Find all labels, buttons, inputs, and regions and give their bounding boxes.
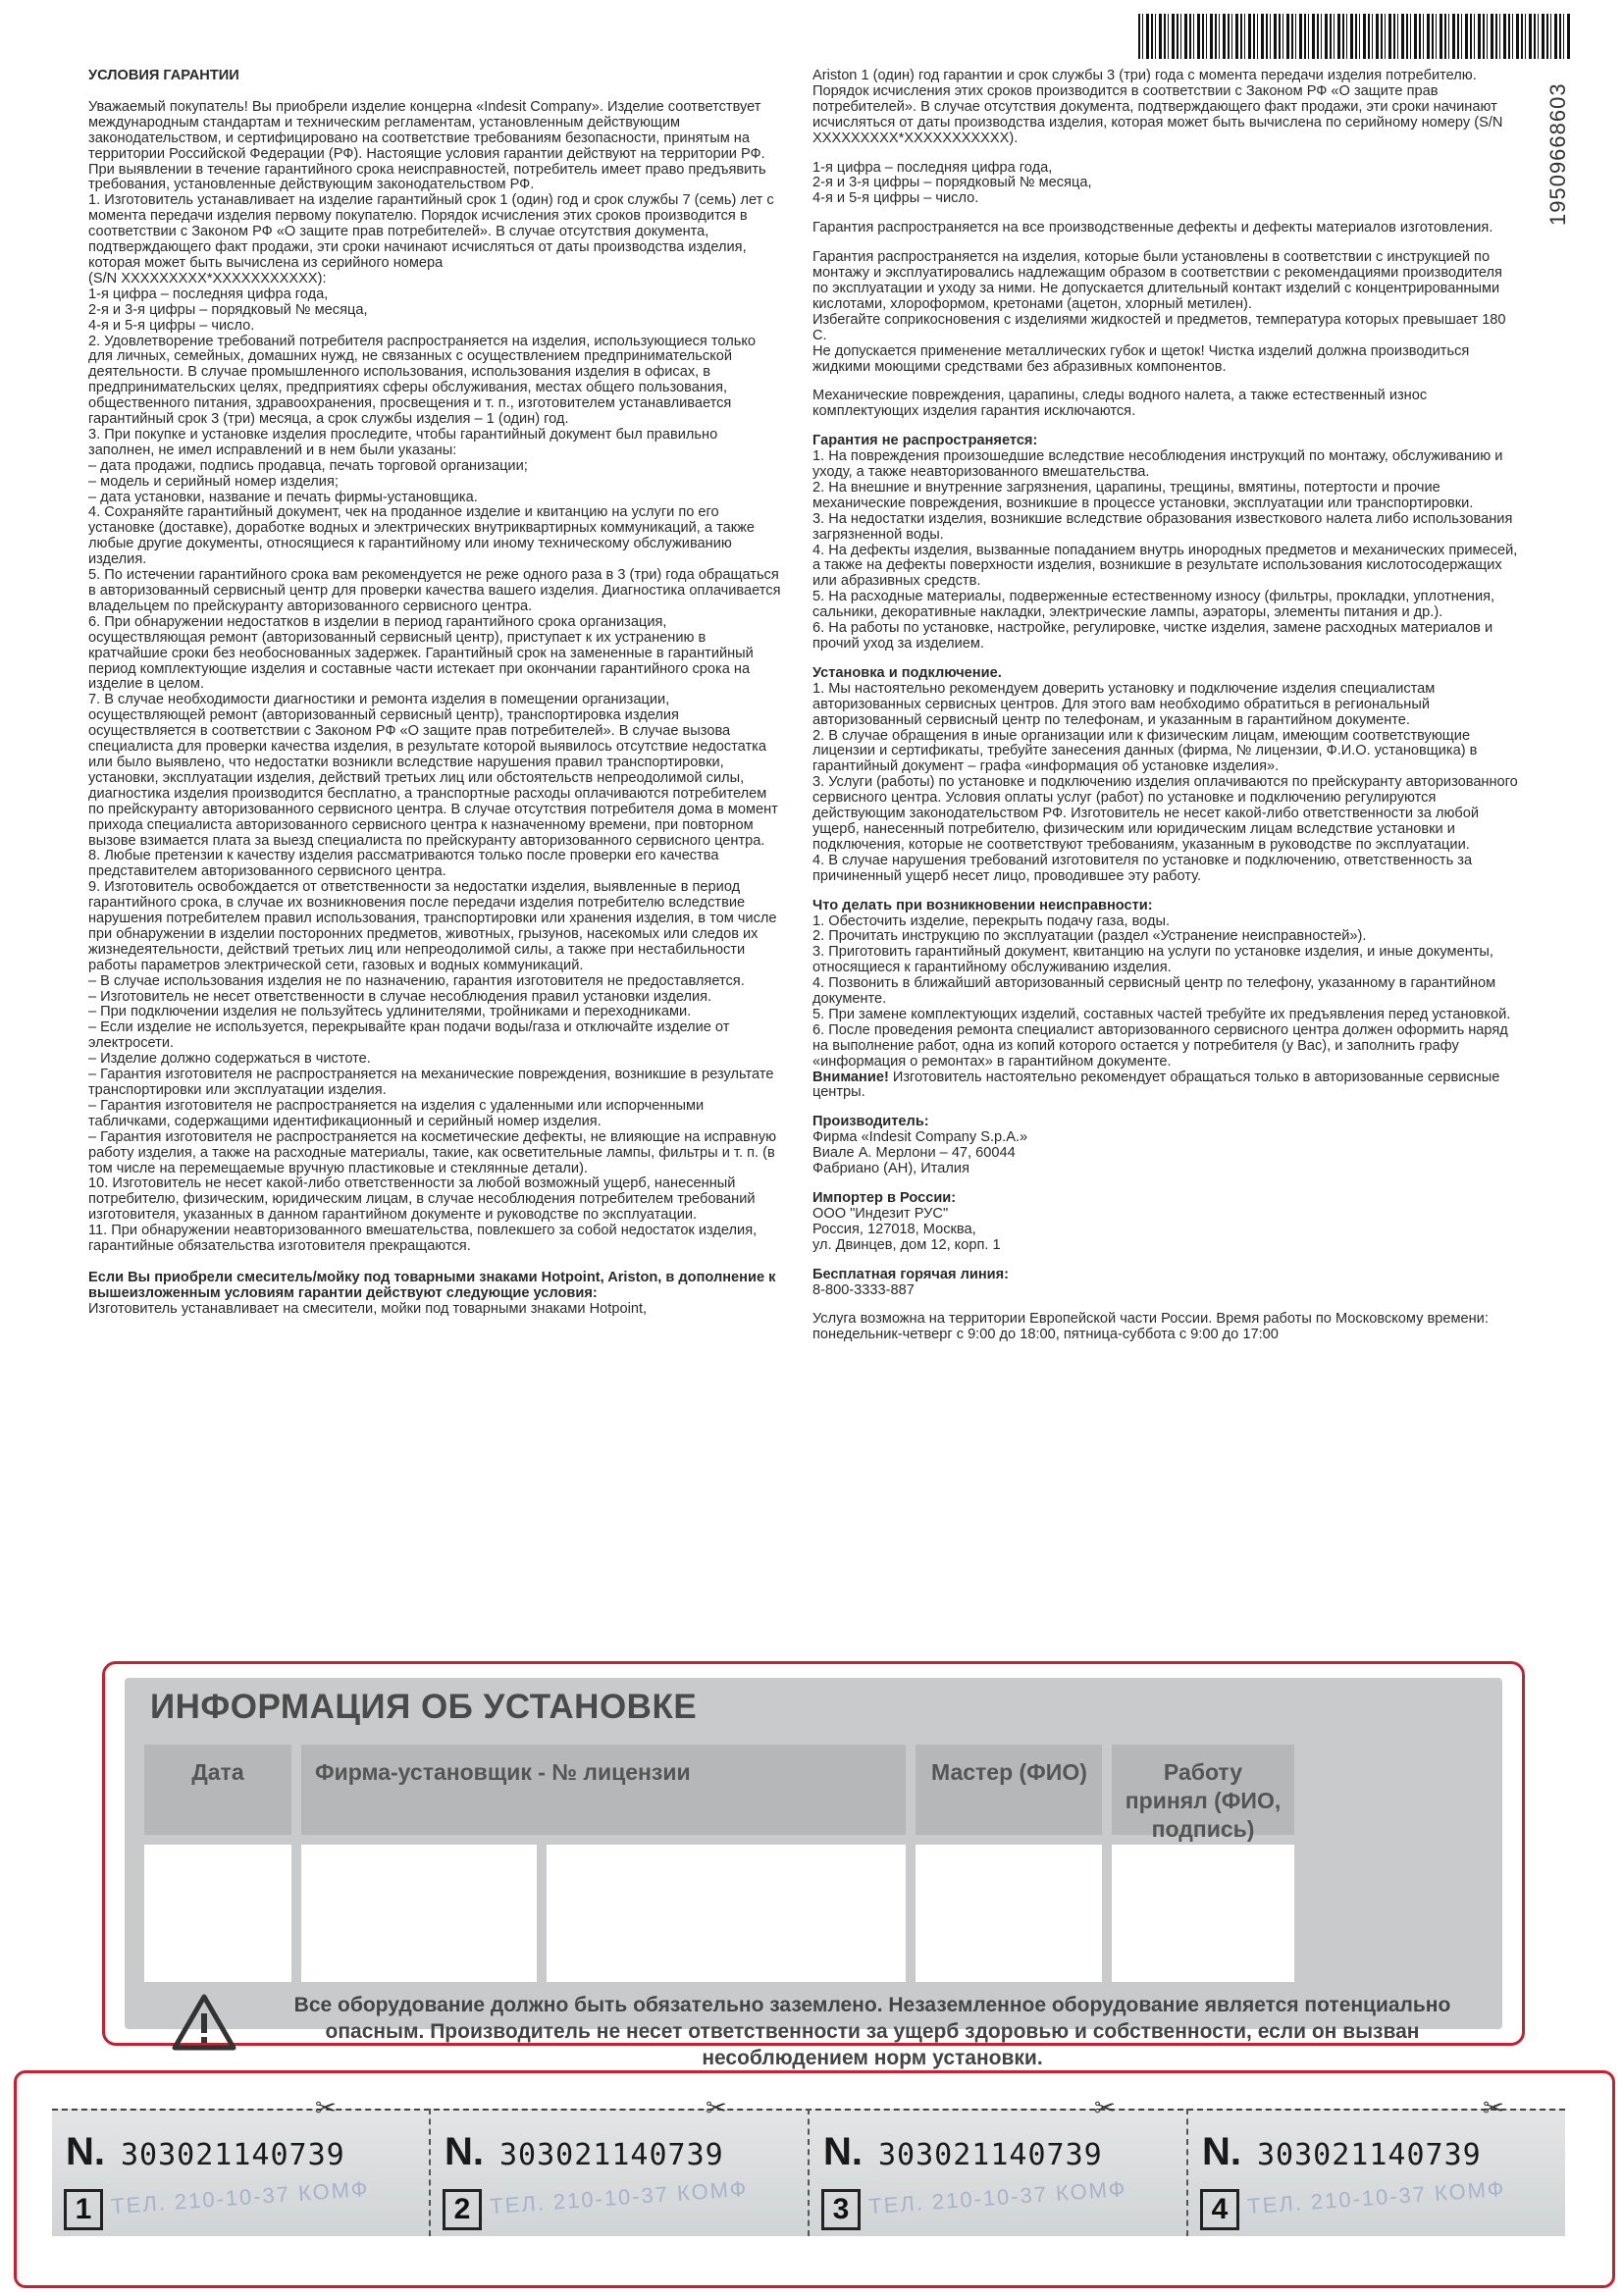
warranty-paragraph: – Изготовитель не несет ответственности в случае несоблюдения правил установки изделия.: [88, 988, 712, 1005]
warranty-paragraph: – Гарантия изготовителя не распространяется на косметические дефекты, не влияющие на исправную работу изделия, а также на расходные материалы, такие, как осветительные лампы, фильтры и т. п. (в том числе на перемещаемые вручную пластиковые и стеклянные детали).: [88, 1128, 777, 1176]
warranty-paragraph: 2-я и 3-я цифры – порядковый № месяца,: [88, 301, 368, 318]
warranty-paragraph: – модель и серийный номер изделия;: [88, 473, 339, 490]
coupon-stamp: ТЕЛ. 210-10-37 КОМФ: [110, 2175, 371, 2219]
warranty-paragraph: (S/N XXXXXXXXX*XXXXXXXXXXX):: [88, 270, 327, 287]
coupon-index: 2: [443, 2189, 482, 2230]
warranty-paragraph: 6. При обнаружении недостатков в изделии в период гарантийного срока организация, осуществляющая ремонт (авторизованный сервисный центр), приступает к их устранению в кратчайшие сроки без необоснованных задержек. Гарантийный срок на замененные в гарантийный период комплектующие изделия и составные части истекает при окончании гарантийного срока на изделие в целом.: [88, 613, 754, 693]
importer-line: Россия, 127018, Москва,: [812, 1221, 976, 1237]
fault-step: 5. При замене комплектующих изделий, составных частей требуйте их предъявления перед установкой.: [812, 1006, 1511, 1022]
coupon-index: 4: [1200, 2189, 1239, 2230]
warranty-paragraph: 1. Изготовитель устанавливает на изделие гарантийный срок 1 (один) год и срок службы 7 (семь) лет с момента передачи изделия первому покупателю. Порядок исчисления этих сроков производится в соответствии с Законом РФ «О защите прав потребителей». В случае отсутствия документа, подтверждающего факт продажи, эти сроки начинают исчисляться от даты производства изделия, которая может быть вычислена из серийного номера: [88, 192, 774, 271]
hotline-heading: Бесплатная горячая линия:: [812, 1266, 1009, 1282]
fault-step: 4. Позвонить в ближайший авторизованный сервисный центр по телефону, указанному в гарантийном документе.: [812, 975, 1496, 1008]
mechanical-paragraph: Механические повреждения, царапины, следы водного налета, а также естественный износ комплектующих изделия гарантия исключаются.: [812, 388, 1428, 420]
coupon-n-label: N.: [445, 2130, 484, 2173]
importer-heading: Импортер в России:: [812, 1190, 957, 1206]
installation-condition: Не допускается применение металлических губок и щеток! Чистка изделий должна производиться жидкими моющими средствами без абразивных компонентов.: [812, 342, 1470, 375]
column-header-master: Мастер (ФИО): [916, 1745, 1102, 1835]
column-header-date: Дата: [144, 1745, 291, 1835]
warranty-paragraph: – В случае использования изделия не по назначению, гарантия изготовителя не предоставляется.: [88, 972, 745, 989]
warranty-paragraph: 4-я и 5-я цифры – число.: [88, 317, 255, 334]
coupon-1[interactable]: [52, 2093, 431, 2236]
warranty-paragraph: 10. Изготовитель не несет какой-либо ответственности за любой возможный ущерб, нанесенный потребителю, физическим, юридическим лицам, в случае несоблюдения потребителем требований изготовителя, указанных в данном гарантийном документе и руководстве по эксплуатации.: [88, 1175, 756, 1224]
coupon-stamp: ТЕЛ. 210-10-37 КОМФ: [867, 2175, 1128, 2219]
coupon-number: 303021140739: [499, 2138, 724, 2172]
scissors-icon: ✂: [1094, 2093, 1116, 2122]
manufacturer-address: [812, 1130, 1519, 1177]
warranty-paragraph: – Если изделие не используется, перекрывайте кран подачи воды/газа и отключайте изделие от электросети.: [88, 1019, 730, 1052]
warranty-paragraph: 7. В случае необходимости диагностики и ремонта изделия в помещении организации, осуществляющей ремонт (авторизованный сервисный центр), транспортировка изделия осуществляется в соответствии с Законом РФ «О защите прав потребителей». В случае вызова специалиста для проверки качества изделия, в результате которой выявилось отсутствие недостатка или было выявлено, что недостатки возникли вследствие нарушения правил транспортировки, установки, эксплуатации изделия, действий третьих лиц или обстоятельств непреодолимой силы, диагностика изделия производится бесплатно, а транспортные расходы оплачиваются потребителем по прейскуранту авторизованного сервисного центра. В случае отсутствия потребителя дома в момент прихода специалиста авторизованного сервисного центра к назначенному времени, при повторном вызове взимается плата за выезд специалиста по прейскуранту авторизованного сервисного центра.: [88, 692, 778, 849]
warranty-paragraph: – дата продажи, подпись продавца, печать торговой организации;: [88, 457, 528, 474]
manufacturer-line: Фирма «Indesit Company S.p.A.»: [812, 1129, 1028, 1146]
accepted-field[interactable]: [1112, 1845, 1294, 1982]
not-covered-item: 3. На недостатки изделия, возникшие вследствие образования известкового налета либо использования загрязненной воды.: [812, 510, 1513, 543]
not-covered-item: 1. На повреждения произошедшие вследствие несоблюдения инструкций по монтажу, обслуживанию и уходу, а также неавторизованного вмешательства.: [812, 448, 1503, 481]
not-covered-item: 5. На расходные материалы, подверженные естественному износу (фильтры, прокладки, уплотнения, сальники, декоративные накладки, электрические лампы, аэраторы, элементы питания и др.).: [812, 589, 1495, 621]
warranty-paragraph: – Гарантия изготовителя не распространяется на изделия с удаленными или испорченными табличками, содержащими идентификационный и серийный номер изделия.: [88, 1097, 705, 1129]
ariston-intro: Ariston 1 (один) год гарантии и срок службы 3 (три) года с момента передачи изделия потребителю. Порядок исчисления этих сроков производится в соответствии с Законом РФ «О защите прав потребителей». В случае отсутствия документа, подтверждающего факт продажи, эти сроки начинают исчисляться от даты производства изделия, которая может быть вычислена по серийному номеру (S/N XXXXXXXXX*XXXXXXXXXXX).: [812, 68, 1503, 146]
coupon-number: 303021140739: [878, 2138, 1103, 2172]
warranty-paragraph: – дата установки, название и печать фирмы-установщика.: [88, 489, 478, 505]
scissors-icon: ✂: [315, 2093, 337, 2122]
detachable-coupons: [14, 2070, 1615, 2288]
manufacturer-line: Фабриано (АН), Италия: [812, 1161, 969, 1177]
hotline-number: 8-800-3333-887: [812, 1281, 915, 1298]
fault-step: 1. Обесточить изделие, перекрыть подачу газа, воды.: [812, 913, 1171, 929]
warranty-paragraph: – Изделие должно содержаться в чистоте.: [88, 1051, 371, 1068]
service-note: Услуга возможна на территории Европейской части России. Время работы по Московскому времени: понедельник-четверг с 9:00 до 18:00, пятница-суббота с 9:00 до 17:00: [812, 1311, 1489, 1343]
coupon-stamp: ТЕЛ. 210-10-37 КОМФ: [1246, 2175, 1507, 2219]
warranty-paragraph: 2. Удовлетворение требований потребителя распространяется на изделия, использующиеся только для личных, семейных, домашних нужд, не связанных с осуществлением предпринимательской деятельности. В случае промышленного использования, использования изделия в офисах, в предпринимательских целях, предприятиях сферы обслуживания, местах общего пользования, общественного питания, здравоохранения, просвещения и т. п., изготовителем устанавливается гарантийный срок 3 (три) месяца, а срок службы изделия – 1 (один) год.: [88, 333, 756, 428]
coupon-number: 303021140739: [121, 2138, 345, 2172]
manufacturer-heading: Производитель:: [812, 1114, 929, 1130]
connection-item: 1. Мы настоятельно рекомендуем доверить установку и подключение изделия специалистам авторизованных сервисных центров. Для этого вам необходимо обратиться в региональный авторизованный сервисный центр по телефонам, и указанным в гарантийном документе.: [812, 680, 1436, 728]
hotpoint-heading: Если Вы приобрели смеситель/мойку под товарными знаками Hotpoint, Ariston, в дополнение к вышеизложенным условиям гарантии действуют следующие условия:: [88, 1269, 776, 1301]
coupon-2[interactable]: [431, 2093, 810, 2236]
warranty-paragraph: 5. По истечении гарантийного срока вам рекомендуется не реже одного раза в 3 (три) года обращаться в авторизованный сервисный центр для проверки качества вашего изделия. Диагностика оплачивается владельцем по прейскуранту авторизованного сервисного центра.: [88, 567, 781, 614]
warranty-paragraph: – Гарантия изготовителя не распространяется на механические повреждения, возникшие в результате транспортировки или эксплуатации изделия.: [88, 1067, 774, 1098]
fault-step: 2. Прочитать инструкцию по эксплуатации (раздел «Устранение неисправностей»).: [812, 928, 1367, 945]
importer-address: [812, 1207, 1519, 1254]
manufacturer-line: Виале А. Мерлони – 47, 60044: [812, 1145, 1016, 1162]
importer-line: ООО "Индезит РУС": [812, 1205, 949, 1222]
coupon-strip: [52, 2093, 1565, 2236]
master-field[interactable]: [916, 1845, 1102, 1982]
connection-item: 4. В случае нарушения требований изготовителя по установке и подключению, ответственность за причиненный ущерб несет лицо, проводившее эту работу.: [812, 852, 1473, 884]
coupon-3[interactable]: [810, 2093, 1188, 2236]
importer-line: ул. Двинцев, дом 12, корп. 1: [812, 1236, 1001, 1253]
connection-item: 2. В случае обращения в иные организации или к физическим лицам, имеющим соответствующие лицензии и сертификаты, требуйте занесения данных (фирма, № лицензии, Ф.И.О. установщика) в гарантийный документ – графа «информация об установке изделия».: [812, 727, 1478, 775]
warranty-paragraphs: [88, 100, 783, 1255]
date-field[interactable]: [144, 1845, 291, 1982]
coupon-index: 3: [821, 2189, 861, 2230]
warranty-paragraph: 3. При покупке и установке изделия проследите, чтобы гарантийный документ был правильно заполнен, не имел исправлений и в нем были указаны:: [88, 426, 718, 458]
warranty-paragraph: 8. Любые претензии к качеству изделия рассматриваются только после проверки его качества представителем авторизованного сервисного центра.: [88, 848, 719, 880]
fault-step: 6. После проведения ремонта специалист авторизованного сервисного центра должен оформить наряд на выполнение работ, одна из копий которого остается у потребителя (у Вас), и заполнить графу «информация о ремонтах» в гарантийном документе.: [812, 1021, 1508, 1070]
installation-condition: Гарантия распространяется на изделия, которые были установлены в соответствии с инструкцией по монтажу и эксплуатировались надлежащим образом в соответствии с рекомендациями производителя по эксплуатации и уходу за ними. Не допускается длительный контакт изделий с концентрированными кислотами, хлороформом, кретонами (ацетон, хлорный метилен).: [812, 249, 1502, 312]
connection-item: 3. Услуги (работы) по установке и подключению изделия оплачиваются по прейскуранту авторизованного сервисного центра. Условия оплаты услуг (работ) по установке и подключению регулируются действующим законодательством РФ. Изготовитель не несет какой-либо ответственности за любой ущерб, нанесенный потребителю, физическим или юридическим лицам вследствие установки и подключения, которые не соответствуют требованиям, указанным в руководстве по эксплуатации.: [812, 774, 1518, 853]
serial-digits-list: [812, 161, 1519, 208]
installation-conditions: [812, 250, 1519, 375]
installation-info-box: [102, 1661, 1525, 2069]
scissors-icon: ✂: [1483, 2093, 1504, 2122]
grounding-warning: Все оборудование должно быть обязательно заземлено. Незаземленное оборудование является потенциально опасным. Производитель не несет ответственности за ущерб здоровью и собственности, если он вызван несоблюдением норм установки.: [293, 1994, 1451, 2069]
fault-step: 3. Приготовить гарантийный документ, квитанцию на услуги по установке изделия, и иные документы, относящиеся к гарантийному обслуживанию изделия.: [812, 944, 1493, 976]
company-field[interactable]: [301, 1845, 537, 1982]
warranty-paragraph: 4. Сохраняйте гарантийный документ, чек на проданное изделие и квитанцию на услуги по его установке (доставке), доработке водных и электрических внутриквартирных коммуникаций, а также любые другие документы, относящиеся к гарантийному или иному техническому обслуживанию изделия.: [88, 504, 755, 568]
installation-condition: Избегайте соприкосновения с изделиями жидкостей и предметов, температура которых превышает 180 С.: [812, 311, 1506, 343]
barcode: [1138, 14, 1570, 59]
coupon-4[interactable]: [1188, 2093, 1565, 2236]
license-field[interactable]: [547, 1845, 906, 1982]
serial-digit-line: 1-я цифра – последняя цифра года,: [812, 159, 1053, 176]
faults-list: [812, 914, 1519, 1070]
warranty-paragraph: 1-я цифра – последняя цифра года,: [88, 286, 329, 302]
installation-panel: [125, 1678, 1502, 2069]
serial-digit-line: 4-я и 5-я цифры – число.: [812, 190, 979, 207]
not-covered-list: [812, 449, 1519, 652]
warranty-paragraph: 9. Изготовитель освобождается от ответственности за недостатки изделия, выявленные в период гарантийного срока, в случае их возникновения после передачи изделия потребителю вследствие нарушения потребителем правил использования, транспортировки или хранения изделия, в том числе при обнаружении в изделии посторонних предметов, животных, грызунов, насекомых или следов их жизнедеятельности, действий третьих лиц или непреодолимой силы, а также при нестабильности работы параметров электрической сети, газовых и водных коммуникаций.: [88, 879, 777, 973]
document-code: 19509668603: [1545, 82, 1570, 226]
warranty-terms-left-column: [88, 69, 783, 1318]
attention-text: Изготовитель настоятельно рекомендует обращаться только в авторизованные сервисные центры.: [812, 1069, 1500, 1101]
not-covered-heading: Гарантия не распространяется:: [812, 433, 1038, 449]
not-covered-item: 6. На работы по установке, настройке, регулировке, чистке изделия, замене расходных материалов и прочий уход за изделием.: [812, 620, 1493, 652]
coupon-stamp: ТЕЛ. 210-10-37 КОМФ: [489, 2175, 750, 2219]
warning-icon: [172, 1994, 236, 2051]
column-header-accepted: Работу принял (ФИО, подпись): [1112, 1745, 1294, 1835]
warranty-paragraph: 11. При обнаружении неавторизованного вмешательства, повлекшего за собой недостаток изделия, гарантийные обязательства изготовителя прекращаются.: [88, 1223, 758, 1255]
not-covered-item: 2. На внешние и внутренние загрязнения, царапины, трещины, вмятины, потертости и прочие механические повреждения, возникшие в процессе установки, эксплуатации или транспортировки.: [812, 479, 1474, 511]
attention-label: Внимание!: [812, 1069, 889, 1085]
serial-digit-line: 2-я и 3-я цифры – порядковый № месяца,: [812, 175, 1092, 191]
scissors-icon: ✂: [706, 2093, 727, 2122]
not-covered-item: 4. На дефекты изделия, вызванные попаданием внутрь инородных предметов и механических примесей, а также на дефекты поверхности изделия, возникшие в результате использования кислотосодержащих или абразивных средств.: [812, 542, 1518, 590]
connection-heading: Установка и подключение.: [812, 664, 1002, 681]
coupon-index: 1: [64, 2189, 103, 2230]
coupon-number: 303021140739: [1257, 2138, 1482, 2172]
defects-paragraph: Гарантия распространяется на все производственные дефекты и дефекты материалов изготовления.: [812, 220, 1493, 236]
warranty-paragraph: – При подключении изделия не пользуйтесь удлинителями, тройниками и переходниками.: [88, 1004, 692, 1020]
faults-heading: Что делать при возникновении неисправности:: [812, 897, 1153, 913]
hotpoint-text: Изготовитель устанавливает на смесители, мойки под товарными знаками Hotpoint,: [88, 1300, 648, 1317]
coupon-n-label: N.: [66, 2130, 105, 2173]
warranty-paragraph: Уважаемый покупатель! Вы приобрели изделие концерна «Indesit Company». Изделие соответствует международным стандартам и техническим регламентам, установленным действующим законодательством, и сертифицировано на соответствие требованиям безопасности, принятым на территории Российской Федерации (РФ). Настоящие условия гарантии действуют на территории РФ. При выявлении в течение гарантийного срока неисправностей, потребитель имеет право предъявить требования, установленные действующим законодательством РФ.: [88, 98, 766, 193]
installation-title: ИНФОРМАЦИЯ ОБ УСТАНОВКЕ: [150, 1688, 698, 1726]
attention-note: [812, 1070, 1519, 1102]
connection-list: [812, 682, 1519, 885]
warranty-terms-right-column: [812, 69, 1519, 1343]
coupon-n-label: N.: [1202, 2130, 1241, 2173]
coupon-n-label: N.: [823, 2130, 863, 2173]
column-header-company: Фирма-установщик - № лицензии: [301, 1745, 906, 1835]
warranty-title: УСЛОВИЯ ГАРАНТИИ: [88, 68, 239, 83]
